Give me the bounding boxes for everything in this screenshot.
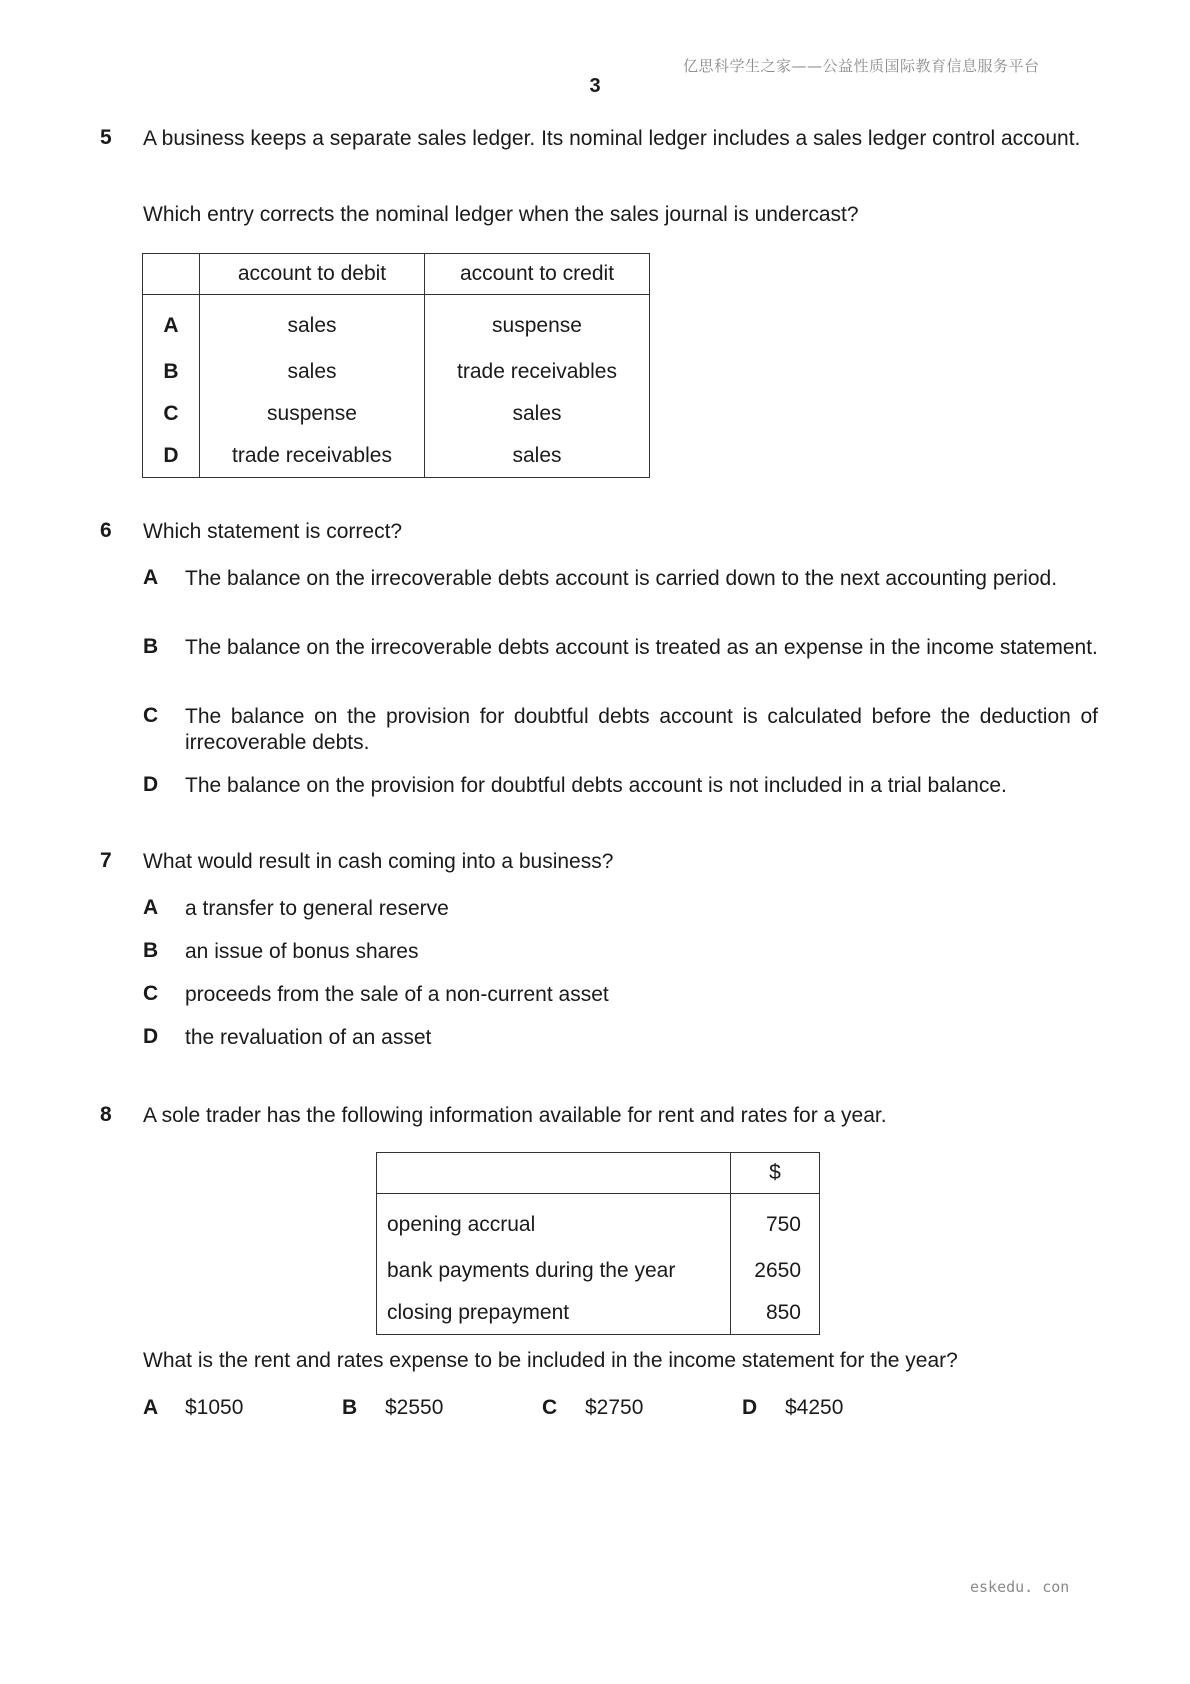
row-letter: B — [143, 351, 200, 393]
page-number: 3 — [589, 75, 601, 97]
option-letter: A — [143, 566, 159, 589]
question-7-text: What would result in cash coming into a business? — [143, 850, 614, 873]
option-text: proceeds from the sale of a non-current asset — [185, 983, 609, 1006]
footer-watermark: eskedu. con — [970, 1578, 1070, 1596]
question-5-prompt: Which entry corrects the nominal ledger when the sales journal is undercast? — [143, 203, 859, 226]
table-row — [143, 435, 650, 478]
header-watermark: 亿思科学生之家——公益性质国际教育信息服务平台 — [683, 57, 1040, 75]
option-letter: D — [143, 773, 159, 796]
item-value: 850 — [731, 1292, 820, 1335]
row-letter: A — [143, 295, 200, 352]
table-row — [377, 1194, 820, 1251]
option-letter: C — [143, 704, 159, 727]
question-5-number: 5 — [100, 126, 112, 149]
table-row — [377, 1292, 820, 1335]
item-label: closing prepayment — [377, 1292, 731, 1335]
answer-letter: C — [542, 1396, 558, 1419]
option-text: an issue of bonus shares — [185, 940, 419, 963]
option-text: The balance on the provision for doubtful debts account is not included in a trial balance. — [185, 774, 1007, 797]
question-8-text: A sole trader has the following information available for rent and rates for a year. — [143, 1104, 887, 1127]
question-5-table — [142, 253, 650, 478]
question-5-text: A business keeps a separate sales ledger. Its nominal ledger includes a sales ledger control account. — [143, 127, 1081, 150]
item-value: 2650 — [731, 1250, 820, 1292]
option-text: a transfer to general reserve — [185, 897, 449, 920]
item-label: bank payments during the year — [377, 1250, 731, 1292]
debit-cell: trade receivables — [200, 435, 425, 478]
table-row — [143, 295, 650, 352]
table-row — [377, 1250, 820, 1292]
credit-cell: suspense — [425, 295, 650, 352]
option-letter: A — [143, 896, 159, 919]
credit-cell: sales — [425, 435, 650, 478]
option-text: The balance on the irrecoverable debts account is treated as an expense in the income statement. — [185, 636, 1098, 659]
table-header-row — [143, 254, 650, 295]
credit-cell: sales — [425, 393, 650, 435]
debit-cell: sales — [200, 295, 425, 352]
question-6-number: 6 — [100, 519, 112, 542]
answer-letter: B — [342, 1396, 358, 1419]
debit-cell: suspense — [200, 393, 425, 435]
table-header-cell: account to credit — [425, 254, 650, 295]
table-header-cell — [377, 1153, 731, 1194]
option-letter: D — [143, 1025, 159, 1048]
answer-value: $2550 — [385, 1396, 444, 1419]
table-header-row — [377, 1153, 820, 1194]
row-letter: C — [143, 393, 200, 435]
table-row — [143, 351, 650, 393]
option-text: The balance on the irrecoverable debts account is carried down to the next accounting period. — [185, 567, 1058, 590]
option-letter: B — [143, 939, 159, 962]
option-letter: B — [143, 635, 159, 658]
answer-letter: A — [143, 1396, 159, 1419]
currency-header: $ — [731, 1153, 820, 1194]
table-header-cell — [143, 254, 200, 295]
credit-cell: trade receivables — [425, 351, 650, 393]
answer-value: $2750 — [585, 1396, 644, 1419]
option-text: the revaluation of an asset — [185, 1026, 432, 1049]
answer-letter: D — [742, 1396, 758, 1419]
debit-cell: sales — [200, 351, 425, 393]
table-row — [143, 393, 650, 435]
answer-value: $1050 — [185, 1396, 244, 1419]
option-text: The balance on the provision for doubtful debts account is calculated before the deduction of irrecoverable debts. — [185, 705, 1098, 754]
table-header-cell: account to debit — [200, 254, 425, 295]
item-label: opening accrual — [377, 1194, 731, 1251]
question-7-number: 7 — [100, 849, 112, 872]
item-value: 750 — [731, 1194, 820, 1251]
question-8-table — [376, 1152, 820, 1335]
question-6-text: Which statement is correct? — [143, 520, 403, 543]
question-8-number: 8 — [100, 1103, 112, 1126]
row-letter: D — [143, 435, 200, 478]
option-letter: C — [143, 982, 159, 1005]
answer-value: $4250 — [785, 1396, 844, 1419]
question-8-prompt: What is the rent and rates expense to be included in the income statement for the year? — [143, 1349, 958, 1372]
